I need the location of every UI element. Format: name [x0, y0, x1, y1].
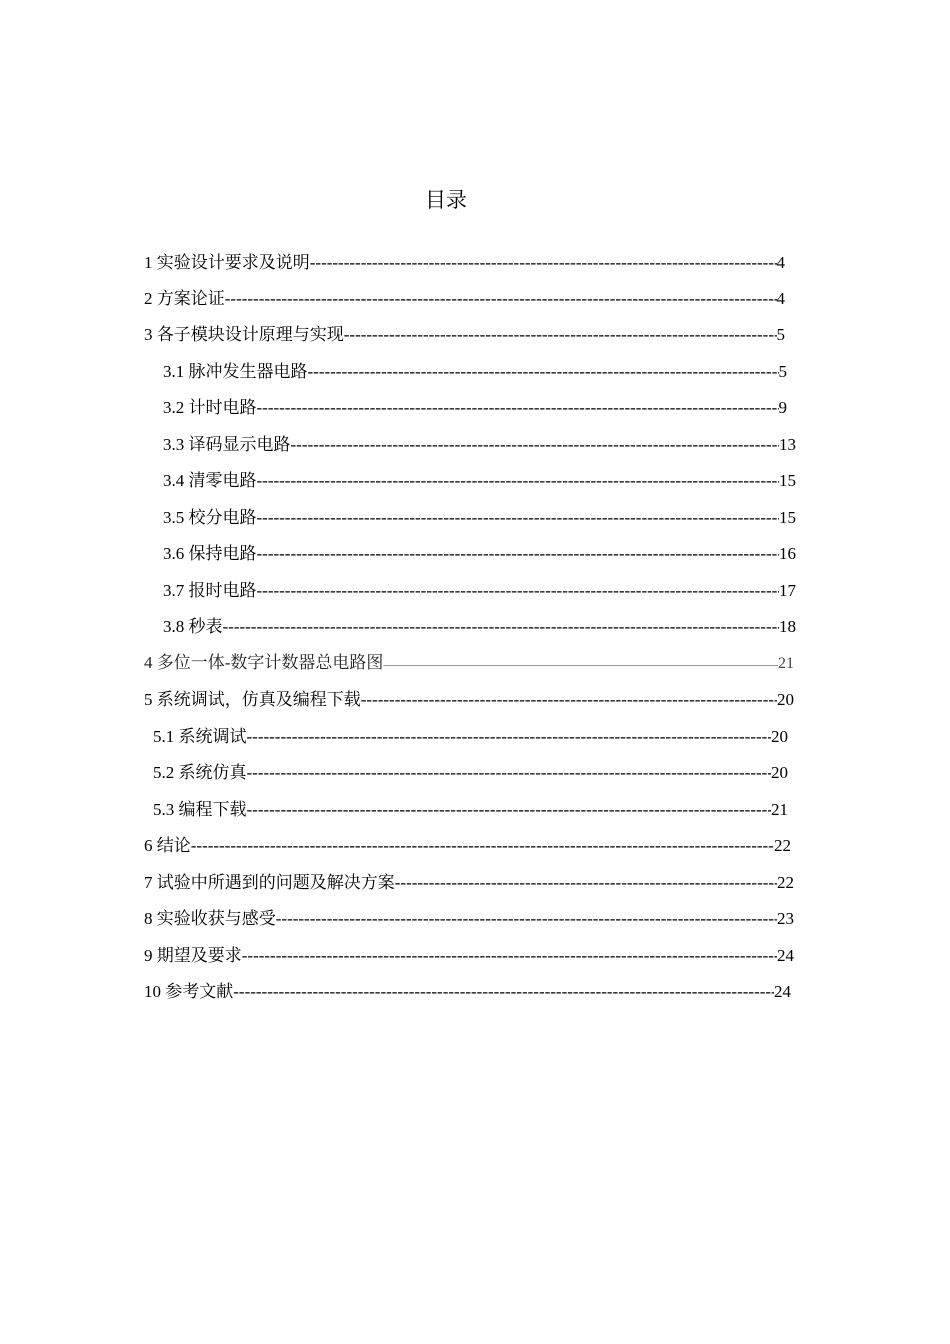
- toc-leader: [383, 651, 778, 676]
- toc-entry[interactable]: [153, 798, 788, 822]
- toc-title: 目录: [425, 188, 467, 212]
- toc-entry-label: 9 期望及要求: [144, 946, 242, 965]
- toc-leader: [308, 360, 779, 384]
- toc-entry-page: 16: [779, 544, 796, 563]
- toc-leader: [223, 615, 780, 639]
- toc-leader: [257, 469, 780, 493]
- toc-leader: [247, 725, 772, 749]
- toc-entry-label: 5.3 编程下载: [153, 800, 247, 819]
- toc-entry-label: 3.7 报时电路: [163, 581, 257, 600]
- toc-entry-label: 3.8 秒表: [163, 617, 223, 636]
- toc-entry[interactable]: [163, 469, 796, 493]
- toc-leader: [257, 506, 780, 530]
- toc-leader: [310, 251, 777, 275]
- toc-entry-page: 24: [774, 982, 791, 1001]
- toc-entry[interactable]: [153, 725, 788, 749]
- toc-entry-page: 13: [779, 435, 796, 454]
- toc-entry[interactable]: [163, 433, 796, 457]
- toc-entry-page: 20: [777, 690, 794, 709]
- toc-entry-label: 7 试验中所遇到的问题及解决方案: [144, 873, 395, 892]
- toc-entry-page: 17: [779, 581, 796, 600]
- toc-entry-label: 1 实验设计要求及说明: [144, 253, 310, 272]
- toc-entry[interactable]: [144, 287, 785, 311]
- toc-entry-page: 21: [771, 800, 788, 819]
- toc-leader: [395, 871, 777, 895]
- toc-entry-label: 3.1 脉冲发生器电路: [163, 362, 308, 381]
- toc-leader: [233, 980, 774, 1004]
- toc-entry-label: 6 结论: [144, 836, 191, 855]
- toc-entry-label: 3.5 校分电路: [163, 508, 257, 527]
- toc-entry[interactable]: [144, 871, 794, 895]
- toc-entry-page: 22: [777, 873, 794, 892]
- toc-leader: [247, 761, 772, 785]
- toc-entry-label: 2 方案论证: [144, 289, 225, 308]
- toc-entry-page: 22: [774, 836, 791, 855]
- toc-entry-label: 3.3 译码显示电路: [163, 435, 291, 454]
- toc-leader: [191, 834, 774, 858]
- toc-entry[interactable]: [144, 944, 794, 968]
- toc-leader: [247, 798, 772, 822]
- toc-entry-label: 3 各子模块设计原理与实现: [144, 325, 344, 344]
- toc-entry-label: 5.1 系统调试: [153, 727, 247, 746]
- toc-entry-page: 5: [776, 325, 785, 344]
- toc-entry[interactable]: [144, 980, 791, 1004]
- toc-entry[interactable]: [163, 579, 796, 603]
- toc-entry-label: 3.6 保持电路: [163, 544, 257, 563]
- toc-entry[interactable]: [153, 761, 788, 785]
- toc-entry-page: 18: [779, 617, 796, 636]
- toc-entry[interactable]: [144, 251, 785, 275]
- toc-entry-page: 23: [777, 909, 794, 928]
- toc-entry-label: 3.4 清零电路: [163, 471, 257, 490]
- toc-entry[interactable]: [163, 506, 796, 530]
- toc-entry[interactable]: [144, 651, 794, 675]
- toc-entry[interactable]: [163, 360, 787, 384]
- toc-entry-page: 20: [771, 727, 788, 746]
- toc-leader: [361, 688, 777, 712]
- toc-entry[interactable]: [144, 323, 785, 347]
- toc-leader: [291, 433, 780, 457]
- toc-leader: [257, 396, 779, 420]
- toc-entry[interactable]: [163, 396, 787, 420]
- toc-leader: [276, 907, 777, 931]
- toc-entry-page: 20: [771, 763, 788, 782]
- toc-entry-label: 3.2 计时电路: [163, 398, 257, 417]
- toc-entry[interactable]: [144, 907, 794, 931]
- toc-entry-page: 15: [779, 471, 796, 490]
- toc-entry-label: 10 参考文献: [144, 982, 234, 1001]
- toc-entry-page: 21: [778, 655, 794, 672]
- toc-leader: [257, 542, 780, 566]
- toc-entry-label: 4 多位一体-数字计数器总电路图: [144, 653, 384, 672]
- toc-entry[interactable]: [163, 542, 796, 566]
- toc-entry-label: 8 实验收获与感受: [144, 909, 276, 928]
- toc-entry[interactable]: [144, 834, 791, 858]
- toc-leader: [242, 944, 777, 968]
- toc-entry[interactable]: [163, 615, 796, 639]
- toc-entry[interactable]: [144, 688, 794, 712]
- toc-leader: [225, 287, 777, 311]
- toc-entry-page: 15: [779, 508, 796, 527]
- toc-entry-page: 9: [778, 398, 787, 417]
- toc-entry-page: 24: [777, 946, 794, 965]
- toc-entry-page: 4: [776, 253, 785, 272]
- toc-entry-label: 5.2 系统仿真: [153, 763, 247, 782]
- toc-entry-page: 5: [778, 362, 787, 381]
- toc-leader: [257, 579, 780, 603]
- toc-leader: [344, 323, 777, 347]
- toc-entry-label: 5 系统调试，仿真及编程下载: [144, 690, 361, 709]
- toc-entry-page: 4: [776, 289, 785, 308]
